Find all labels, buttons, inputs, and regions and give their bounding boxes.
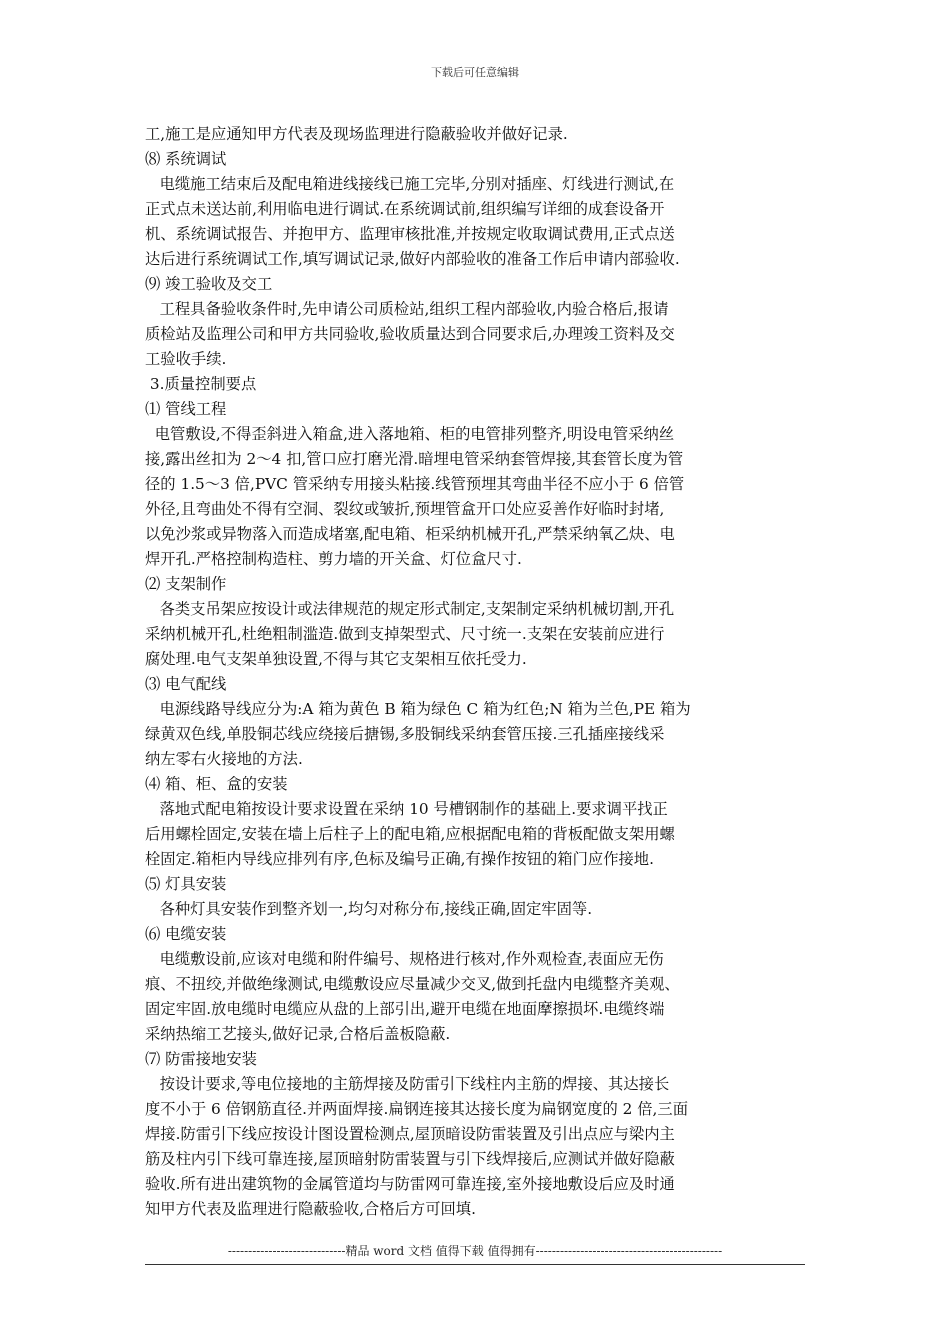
body-text-line: 达后进行系统调试工作,填写调试记录,做好内部验收的准备工作后申请内部验收. xyxy=(145,250,680,268)
body-text-line: ⑻ 系统调试 xyxy=(145,150,227,168)
body-text-line: 电缆施工结束后及配电箱进线接线已施工完毕,分别对插座、灯线进行测试,在 xyxy=(145,175,675,193)
body-text-line: 后用螺栓固定,安装在墙上后柱子上的配电箱,应根据配电箱的背板配做支架用螺 xyxy=(145,825,675,843)
body-text-line: 各种灯具安装作到整齐划一,均匀对称分布,接线正确,固定牢固等. xyxy=(145,900,593,918)
body-text-line: ⑴ 管线工程 xyxy=(145,400,227,418)
body-text-line: 固定牢固.放电缆时电缆应从盘的上部引出,避开电缆在地面摩擦损坏.电缆终端 xyxy=(145,1000,665,1018)
body-text-line: 工验收手续. xyxy=(145,350,227,368)
body-text-line: 落地式配电箱按设计要求设置在采纳 10 号槽钢制作的基础上.要求调平找正 xyxy=(145,800,668,818)
body-text-line: 外径,且弯曲处不得有空洞、裂纹或皱折,预埋管盒开口处应妥善作好临时封堵, xyxy=(145,500,665,518)
body-text-line: 焊开孔.严格控制构造柱、剪力墙的开关盒、灯位盒尺寸. xyxy=(145,550,522,568)
body-text-line: ⑸ 灯具安装 xyxy=(145,875,227,893)
body-text-line: 机、系统调试报告、并抱甲方、监理审核批准,并按规定收取调试费用,正式点送 xyxy=(145,225,675,243)
body-text-line: ⑷ 箱、柜、盒的安装 xyxy=(145,775,288,793)
document-body xyxy=(145,122,817,1222)
body-text-line: ⑼ 竣工验收及交工 xyxy=(145,275,273,293)
body-text-line: 质检站及监理公司和甲方共同验收,验收质量达到合同要求后,办理竣工资料及交 xyxy=(145,325,675,343)
body-text-line: 工,施工是应通知甲方代表及现场监理进行隐蔽验收并做好记录. xyxy=(145,125,568,143)
body-text-line: 腐处理.电气支架单独设置,不得与其它支架相互依托受力. xyxy=(145,650,527,668)
body-text-line: 绿黄双色线,单股铜芯线应绕接后搪锡,多股铜线采纳套管压接.三孔插座接线采 xyxy=(145,725,665,743)
body-text-line: 纳左零右火接地的方法. xyxy=(145,750,303,768)
body-text-line: 采纳机械开孔,杜绝粗制滥造.做到支掉架型式、尺寸统一.支架在安装前应进行 xyxy=(145,625,665,643)
body-text-line: 径的 1.5～3 倍,PVC 管采纳专用接头粘接.线管预埋其弯曲半径不应小于 6 倍管 xyxy=(145,475,685,493)
body-text-line: 接,露出丝扣为 2～4 扣,管口应打磨光滑.暗埋电管采纳套管焊接,其套管长度为管 xyxy=(145,450,684,468)
body-text-line: ⑹ 电缆安装 xyxy=(145,925,227,943)
body-text-line: 栓固定.箱柜内导线应排列有序,色标及编号正确,有操作按钮的箱门应作接地. xyxy=(145,850,654,868)
body-text-line: 正式点未送达前,利用临电进行调试.在系统调试前,组织编写详细的成套设备开 xyxy=(145,200,665,218)
body-text-line: 采纳热缩工艺接头,做好记录,合格后盖板隐蔽. xyxy=(145,1025,451,1043)
page-footer: -----------------------------精品 word 文档 值得下载 值得拥有---------------------------------------------- xyxy=(227,1244,723,1258)
body-text-line: 焊接.防雷引下线应按设计图设置检测点,屋顶暗设防雷装置及引出点应与梁内主 xyxy=(145,1125,675,1143)
body-text-line: 电管敷设,不得歪斜进入箱盒,进入落地箱、柜的电管排列整齐,明设电管采纳丝 xyxy=(145,425,675,443)
body-text-line: 工程具备验收条件时,先申请公司质检站,组织工程内部验收,内验合格后,报请 xyxy=(145,300,669,318)
footer-divider xyxy=(145,1264,805,1265)
body-text-line: ⑵ 支架制作 xyxy=(145,575,227,593)
body-text-line: 知甲方代表及监理进行隐蔽验收,合格后方可回填. xyxy=(145,1200,476,1218)
body-text-line: 验收.所有进出建筑物的金属管道均与防雷网可靠连接,室外接地敷设后应及时通 xyxy=(145,1175,675,1193)
body-text-line: 以免沙浆或异物落入而造成堵塞,配电箱、柜采纳机械开孔,严禁采纳氧乙炔、电 xyxy=(145,525,675,543)
body-text-line: 痕、不扭绞,并做绝缘测试,电缆敷设应尽量减少交叉,做到托盘内电缆整齐美观、 xyxy=(145,975,680,993)
body-text-line: 电源线路导线应分为:A 箱为黄色 B 箱为绿色 C 箱为红色;N 箱为兰色,PE 箱为 xyxy=(145,700,691,718)
body-text-line: 度不小于 6 倍钢筋直径.并两面焊接.扁钢连接其达接长度为扁钢宽度的 2 倍,三面 xyxy=(145,1100,689,1118)
body-text-line: ⑶ 电气配线 xyxy=(145,675,227,693)
body-text-line: 按设计要求,等电位接地的主筋焊接及防雷引下线柱内主筋的焊接、其达接长 xyxy=(145,1075,670,1093)
body-text-line: 电缆敷设前,应该对电缆和附件编号、规格进行核对,作外观检查,表面应无伤 xyxy=(145,950,664,968)
body-text-line: 3.质量控制要点 xyxy=(145,375,257,393)
page-header: 下载后可任意编辑 xyxy=(431,66,519,79)
body-text-line: 筋及柱内引下线可靠连接,屋顶暗射防雷装置与引下线焊接后,应测试并做好隐蔽 xyxy=(145,1150,675,1168)
body-text-line: 各类支吊架应按设计或法律规范的规定形式制定,支架制定采纳机械切割,开孔 xyxy=(145,600,675,618)
body-text-line: ⑺ 防雷接地安装 xyxy=(145,1050,257,1068)
